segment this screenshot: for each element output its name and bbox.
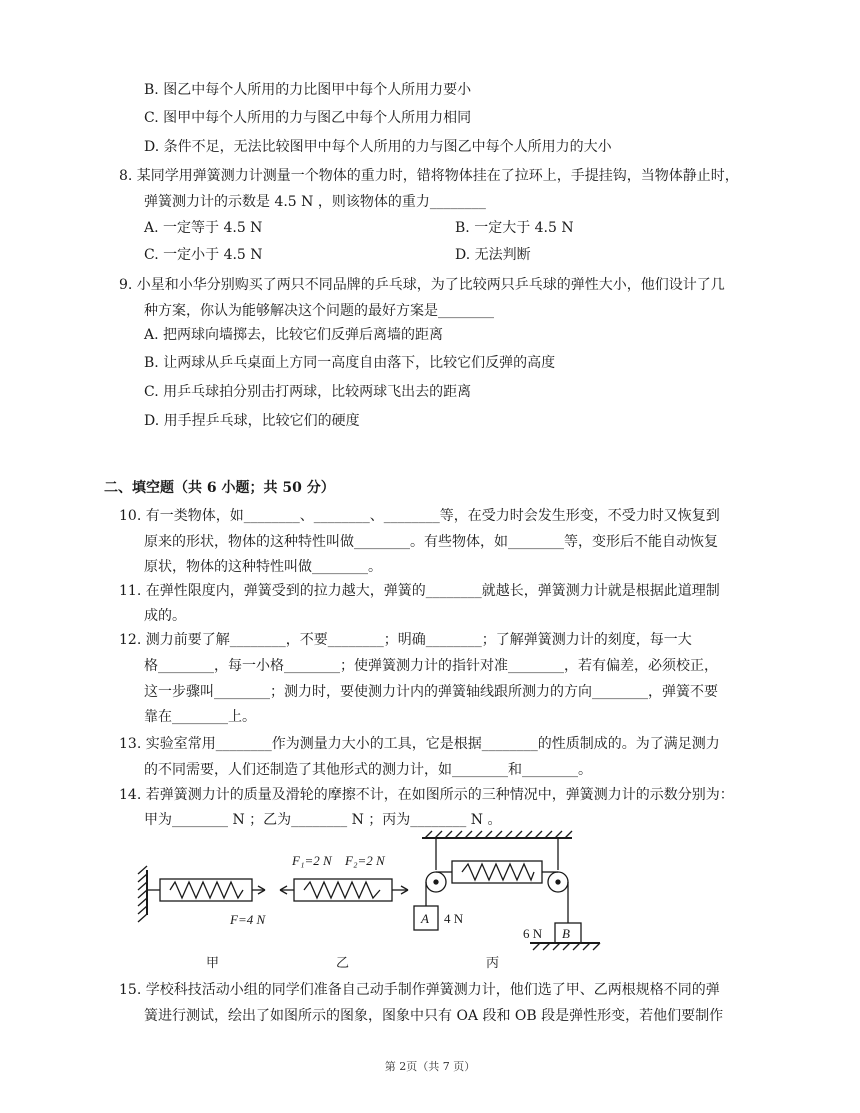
q8-option-c: C. 一定小于 4.5 N (144, 247, 263, 263)
label-jia: 甲 (206, 955, 220, 970)
q8-option-b: B. 一定大于 4.5 N (455, 220, 574, 236)
figure-bing (414, 831, 600, 950)
q14-line1: 14. 若弹簧测力计的质量及滑轮的摩擦不计，在如图所示的三种情况中，弹簧测力计的示数分别为： (119, 787, 734, 803)
q15-line2: 簧进行测试，绘出了如图所示的图象，图象中只有 OA 段和 OB 段是弹性形变，若他们要制作 (144, 1008, 724, 1024)
block-b-label: B (562, 926, 570, 941)
q12-line1: 12. 测力前要了解________，不要________；明确________；了解弹簧测力计的刻度，每一大 (119, 632, 692, 648)
q10-line3: 原状，物体的这种特性叫做________。 (144, 559, 382, 575)
q8-option-d: D. 无法判断 (455, 247, 531, 263)
q7-option-c: C. 图甲中每个人所用的力与图乙中每个人所用力相同 (144, 110, 472, 126)
label-bing: 丙 (486, 955, 500, 970)
block-a-weight: 4 N (444, 911, 464, 926)
section-heading: 二、填空题（共 6 小题；共 50 分） (104, 480, 335, 496)
q9-option-b: B. 让两球从乒乓桌面上方同一高度自由落下，比较它们反弹的高度 (144, 355, 556, 371)
q7-option-d: D. 条件不足，无法比较图甲中每个人所用的力与图乙中每个人所用力的大小 (144, 139, 612, 155)
q12-line3: 这一步骤叫________；测力时，要使测力计内的弹簧轴线跟所测力的方向________，弹簧不要 (144, 684, 718, 700)
q8-option-a: A. 一定等于 4.5 N (144, 220, 263, 236)
jia-force-label: F=4 N (230, 912, 266, 927)
page-footer: 第 2页（共 7 页） (384, 1060, 476, 1073)
q10-line1: 10. 有一类物体，如________、________、________等，在受力时会发生形变，不受力时又恢复到 (119, 508, 720, 524)
label-yi: 乙 (336, 955, 350, 970)
q13-line1: 13. 实验室常用________作为测量力大小的工具，它是根据________的性质制成的。为了满足测力 (119, 736, 720, 752)
q10-line2: 原来的形状，物体的这种特性叫做________。有些物体，如________等，变形后不能自动恢复 (144, 534, 718, 550)
q12-line2: 格________，每一小格________；使弹簧测力计的指针对准________，若有偏差，必须校正， (144, 658, 718, 674)
yi-f2-label: F₂=2 N (345, 853, 385, 868)
q11-line1: 11. 在弹性限度内，弹簧受到的拉力越大，弹簧的________就越长，弹簧测力计就是根据此道理制 (119, 583, 720, 599)
q8-stem-line2: 弹簧测力计的示数是 4.5 N ，则该物体的重力________ (144, 194, 486, 210)
yi-f1-label: F₁=2 N (292, 853, 332, 868)
block-a-label: A (421, 911, 429, 926)
q13-line2: 的不同需要，人们还制造了其他形式的测力计，如________和________。 (144, 762, 592, 778)
q15-line1: 15. 学校科技活动小组的同学们准备自己动手制作弹簧测力计，他们选了甲、乙两根规格不同的弹 (119, 982, 720, 998)
q14-line2: 甲为________ N ；乙为________ N ；丙为________ N 。 (144, 812, 502, 828)
q9-option-a: A. 把两球向墙掷去，比较它们反弹后离墙的距离 (144, 327, 444, 343)
block-b-weight: 6 N (523, 926, 543, 941)
spring-scale-figure (130, 830, 610, 975)
q9-option-c: C. 用乒乓球拍分别击打两球，比较两球飞出去的距离 (144, 384, 472, 400)
q9-stem-line2: 种方案，你认为能够解决这个问题的最好方案是________ (144, 303, 494, 319)
q7-option-b: B. 图乙中每个人所用的力比图甲中每个人所用力要小 (144, 82, 472, 98)
q12-line4: 靠在________上。 (144, 709, 256, 725)
q9-stem-line1: 9. 小星和小华分别购买了两只不同品牌的乒乓球，为了比较两只乒乓球的弹性大小，他们设计了几 (119, 277, 725, 293)
figure-yi (280, 879, 408, 901)
q9-option-d: D. 用手捏乒乓球，比较它们的硬度 (144, 413, 360, 429)
q8-stem-line1: 8. 某同学用弹簧测力计测量一个物体的重力时，错将物体挂在了拉环上，手提挂钩，当物体静止时， (119, 168, 739, 184)
q11-line2: 成的。 (144, 608, 186, 624)
